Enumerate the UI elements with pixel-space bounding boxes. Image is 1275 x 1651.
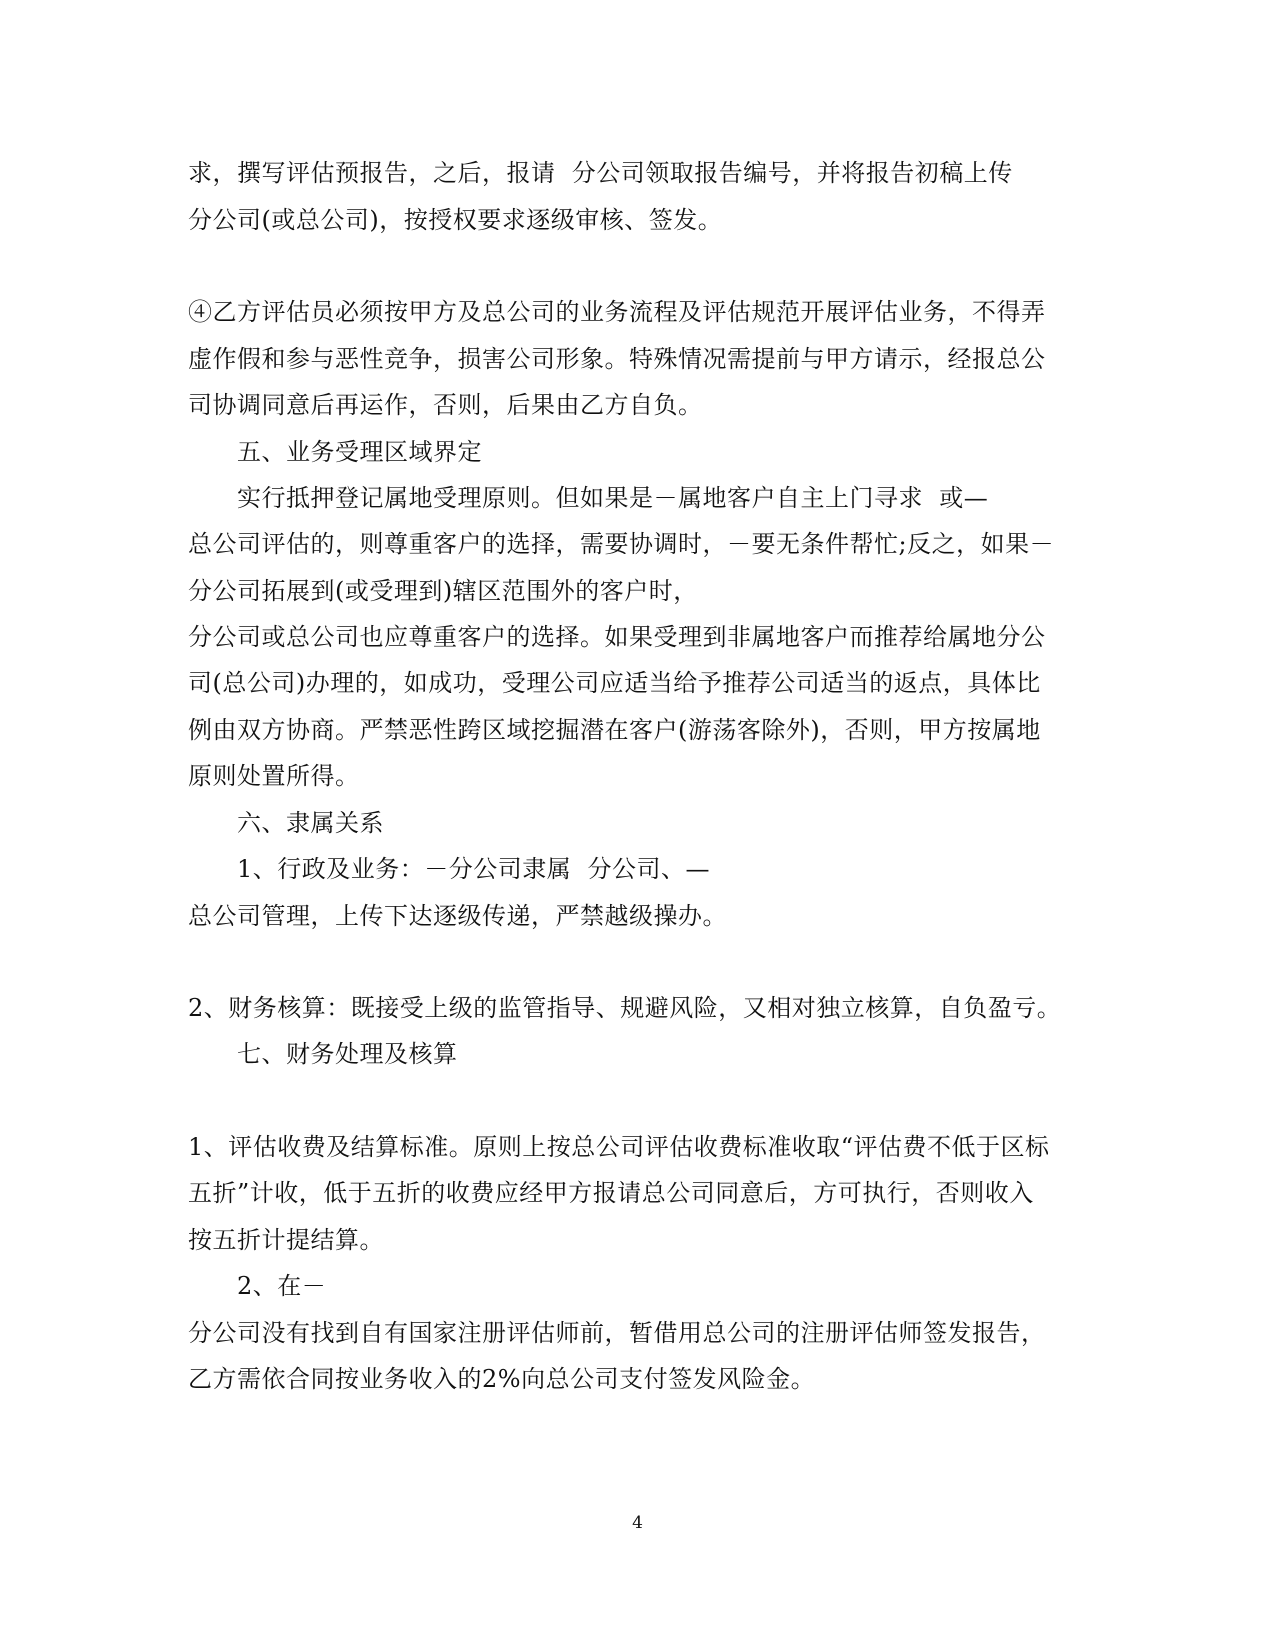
body-line: 2、在－ [237, 1272, 327, 1300]
body-line: ④乙方评估员必须按甲方及总公司的业务流程及评估规范开展评估业务，不得弄 [188, 298, 1046, 326]
body-line: 1、行政及业务：－分公司隶属 分公司、— [237, 855, 711, 883]
body-line: 1、评估收费及结算标准。原则上按总公司评估收费标准收取“评估费不低于区标 [188, 1133, 1050, 1161]
body-line: 原则处置所得。 [188, 762, 360, 790]
body-line: 司(总公司)办理的，如成功，受理公司应适当给予推荐公司适当的返点，具体比 [188, 669, 1041, 697]
body-line: 按五折计提结算。 [188, 1226, 384, 1254]
body-line: 乙方需依合同按业务收入的2%向总公司支付签发风险金。 [188, 1365, 816, 1393]
body-line: 2、财务核算：既接受上级的监管指导、规避风险，又相对独立核算，自负盈亏。 [188, 994, 1062, 1022]
body-line: 求，撰写评估预报告，之后，报请 分公司领取报告编号，并将报告初稿上传 [188, 159, 1013, 187]
body-line: 司协调同意后再运作，否则，后果由乙方自负。 [188, 391, 703, 419]
page-number: 4 [632, 1513, 643, 1533]
body-line: 例由双方协商。严禁恶性跨区域挖掘潜在客户(游荡客除外)，否则，甲方按属地 [188, 716, 1041, 744]
section-heading: 六、隶属关系 [237, 809, 384, 837]
body-line: 总公司评估的，则尊重客户的选择，需要协调时，－要无条件帮忙;反之，如果－ [188, 530, 1055, 558]
section-heading: 七、财务处理及核算 [237, 1040, 458, 1068]
body-line: 总公司管理，上传下达逐级传递，严禁越级操办。 [188, 902, 727, 930]
body-line: 分公司拓展到(或受理到)辖区范围外的客户时， [188, 577, 698, 605]
body-line: 虚作假和参与恶性竞争，损害公司形象。特殊情况需提前与甲方请示，经报总公 [188, 345, 1046, 373]
section-heading: 五、业务受理区域界定 [237, 438, 482, 466]
body-line: 分公司没有找到自有国家注册评估师前，暂借用总公司的注册评估师签发报告， [188, 1319, 1046, 1347]
body-line: 五折”计收，低于五折的收费应经甲方报请总公司同意后，方可执行，否则收入 [188, 1179, 1034, 1207]
body-line: 分公司或总公司也应尊重客户的选择。如果受理到非属地客户而推荐给属地分公 [188, 623, 1046, 651]
body-line: 实行抵押登记属地受理原则。但如果是－属地客户自主上门寻求 或— [237, 484, 989, 512]
body-line: 分公司(或总公司)，按授权要求逐级审核、签发。 [188, 206, 723, 234]
